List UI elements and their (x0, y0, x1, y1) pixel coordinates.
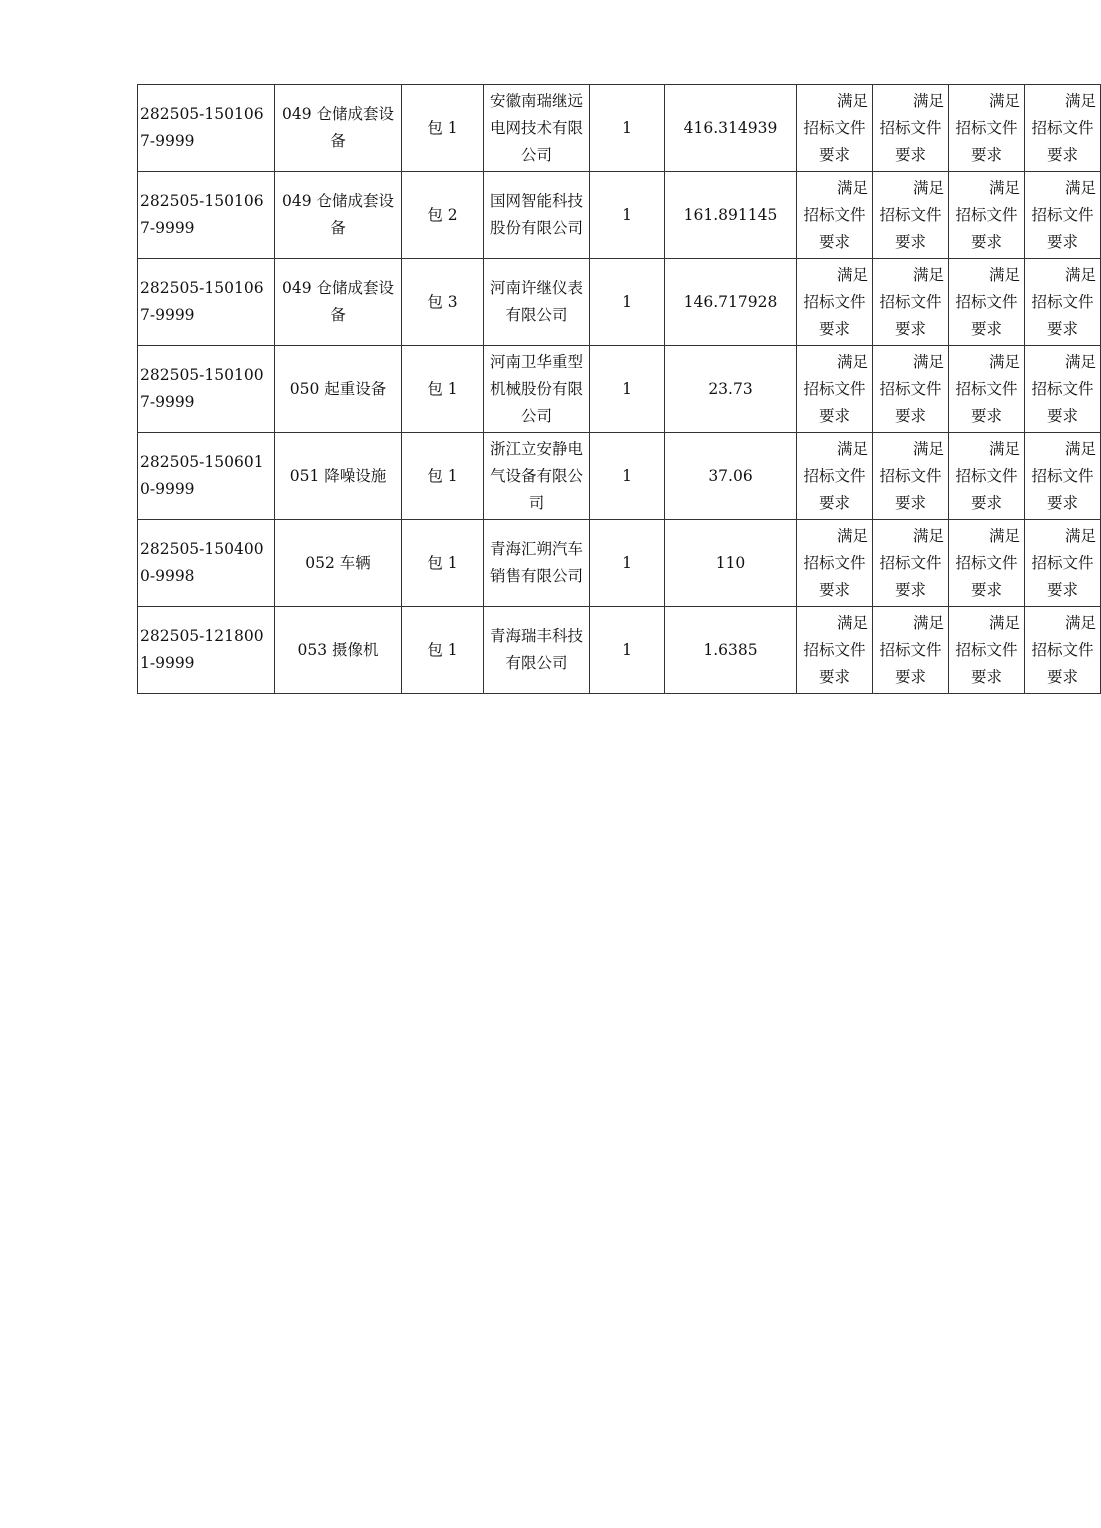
evaluation-cell (797, 346, 873, 433)
evaluation-line2: 招标文件 (955, 118, 1018, 137)
package-cell: 包 1 (402, 433, 484, 520)
evaluation-line1: 满足 (1064, 439, 1096, 458)
evaluation-line2: 招标文件 (1031, 292, 1094, 311)
evaluation-line3: 要求 (894, 145, 926, 164)
evaluation-line3: 要求 (1046, 319, 1078, 338)
evaluation-line3: 要求 (1046, 580, 1078, 599)
evaluation-line1: 满足 (988, 265, 1020, 284)
goods-name-cell: 053 摄像机 (275, 607, 402, 694)
bid-code-cell: 282505-1504000-9998 (138, 520, 275, 607)
evaluation-line1: 满足 (988, 439, 1020, 458)
package-cell: 包 1 (402, 85, 484, 172)
bid-code-cell: 282505-1501007-9999 (138, 346, 275, 433)
evaluation-line2: 招标文件 (955, 379, 1018, 398)
evaluation-line1: 满足 (912, 613, 944, 632)
evaluation-line1: 满足 (912, 265, 944, 284)
evaluation-line3: 要求 (894, 493, 926, 512)
table-row (138, 172, 1101, 259)
goods-name-cell: 049 仓储成套设备 (275, 85, 402, 172)
evaluation-line2: 招标文件 (879, 118, 942, 137)
company-cell: 国网智能科技股份有限公司 (484, 172, 590, 259)
evaluation-line3: 要求 (1046, 667, 1078, 686)
quantity-cell: 1 (590, 259, 665, 346)
evaluation-line3: 要求 (970, 406, 1002, 425)
evaluation-cell (797, 259, 873, 346)
evaluation-line1: 满足 (836, 613, 868, 632)
price-cell: 146.717928 (665, 259, 797, 346)
evaluation-cell (949, 607, 1025, 694)
evaluation-line3: 要求 (894, 580, 926, 599)
price-cell: 23.73 (665, 346, 797, 433)
company-cell: 河南卫华重型机械股份有限公司 (484, 346, 590, 433)
evaluation-line3: 要求 (894, 232, 926, 251)
evaluation-line3: 要求 (818, 232, 850, 251)
evaluation-cell (797, 607, 873, 694)
price-cell: 1.6385 (665, 607, 797, 694)
quantity-cell: 1 (590, 433, 665, 520)
evaluation-cell (1025, 85, 1101, 172)
evaluation-line2: 招标文件 (879, 205, 942, 224)
evaluation-line3: 要求 (1046, 493, 1078, 512)
goods-name-cell: 052 车辆 (275, 520, 402, 607)
evaluation-line3: 要求 (1046, 406, 1078, 425)
package-cell: 包 1 (402, 607, 484, 694)
evaluation-line1: 满足 (912, 178, 944, 197)
package-cell: 包 1 (402, 346, 484, 433)
evaluation-cell (873, 259, 949, 346)
bid-code-cell: 282505-1501067-9999 (138, 85, 275, 172)
evaluation-line1: 满足 (836, 265, 868, 284)
evaluation-cell (797, 520, 873, 607)
evaluation-line1: 满足 (1064, 178, 1096, 197)
evaluation-cell (873, 520, 949, 607)
evaluation-line3: 要求 (818, 406, 850, 425)
bid-code-cell: 282505-1501067-9999 (138, 172, 275, 259)
quantity-cell: 1 (590, 172, 665, 259)
bid-result-table (137, 84, 1101, 694)
evaluation-line3: 要求 (970, 493, 1002, 512)
quantity-cell: 1 (590, 85, 665, 172)
goods-name-cell: 049 仓储成套设备 (275, 172, 402, 259)
evaluation-line3: 要求 (1046, 232, 1078, 251)
evaluation-line1: 满足 (1064, 526, 1096, 545)
evaluation-line2: 招标文件 (879, 640, 942, 659)
bid-code-cell: 282505-1501067-9999 (138, 259, 275, 346)
evaluation-cell (949, 172, 1025, 259)
evaluation-cell (797, 85, 873, 172)
evaluation-line1: 满足 (836, 91, 868, 110)
table-row (138, 346, 1101, 433)
package-cell: 包 1 (402, 520, 484, 607)
evaluation-line1: 满足 (912, 526, 944, 545)
evaluation-line3: 要求 (894, 667, 926, 686)
evaluation-line1: 满足 (912, 352, 944, 371)
evaluation-line3: 要求 (970, 580, 1002, 599)
evaluation-line3: 要求 (1046, 145, 1078, 164)
evaluation-cell (949, 520, 1025, 607)
evaluation-cell (1025, 172, 1101, 259)
evaluation-line1: 满足 (1064, 91, 1096, 110)
quantity-cell: 1 (590, 346, 665, 433)
evaluation-line3: 要求 (818, 319, 850, 338)
evaluation-cell (1025, 433, 1101, 520)
evaluation-cell (1025, 607, 1101, 694)
evaluation-cell (949, 346, 1025, 433)
evaluation-cell (1025, 259, 1101, 346)
table-row (138, 607, 1101, 694)
evaluation-line1: 满足 (1064, 613, 1096, 632)
evaluation-line1: 满足 (1064, 265, 1096, 284)
evaluation-cell (873, 85, 949, 172)
evaluation-cell (949, 259, 1025, 346)
evaluation-line2: 招标文件 (803, 553, 866, 572)
evaluation-line2: 招标文件 (955, 292, 1018, 311)
company-cell: 浙江立安静电气设备有限公司 (484, 433, 590, 520)
evaluation-line1: 满足 (836, 178, 868, 197)
evaluation-line2: 招标文件 (955, 553, 1018, 572)
table-row (138, 433, 1101, 520)
evaluation-line2: 招标文件 (879, 553, 942, 572)
company-cell: 青海汇朔汽车销售有限公司 (484, 520, 590, 607)
table-row (138, 259, 1101, 346)
evaluation-line3: 要求 (970, 667, 1002, 686)
evaluation-line2: 招标文件 (803, 466, 866, 485)
evaluation-line2: 招标文件 (803, 292, 866, 311)
evaluation-line1: 满足 (988, 526, 1020, 545)
goods-name-cell: 051 降噪设施 (275, 433, 402, 520)
quantity-cell: 1 (590, 520, 665, 607)
evaluation-line2: 招标文件 (1031, 466, 1094, 485)
evaluation-cell (873, 607, 949, 694)
evaluation-line1: 满足 (988, 352, 1020, 371)
evaluation-line2: 招标文件 (955, 205, 1018, 224)
price-cell: 37.06 (665, 433, 797, 520)
evaluation-line1: 满足 (836, 439, 868, 458)
evaluation-line2: 招标文件 (1031, 118, 1094, 137)
evaluation-cell (797, 172, 873, 259)
evaluation-cell (949, 433, 1025, 520)
evaluation-line2: 招标文件 (955, 466, 1018, 485)
evaluation-cell (1025, 346, 1101, 433)
goods-name-cell: 049 仓储成套设备 (275, 259, 402, 346)
table-row (138, 85, 1101, 172)
evaluation-line1: 满足 (988, 178, 1020, 197)
evaluation-line2: 招标文件 (803, 379, 866, 398)
evaluation-cell (873, 433, 949, 520)
company-cell: 青海瑞丰科技有限公司 (484, 607, 590, 694)
evaluation-line3: 要求 (818, 493, 850, 512)
package-cell: 包 3 (402, 259, 484, 346)
evaluation-line2: 招标文件 (1031, 205, 1094, 224)
evaluation-line2: 招标文件 (803, 118, 866, 137)
evaluation-line3: 要求 (818, 667, 850, 686)
price-cell: 110 (665, 520, 797, 607)
evaluation-cell (873, 346, 949, 433)
evaluation-line3: 要求 (818, 145, 850, 164)
table-body (138, 85, 1101, 694)
evaluation-line3: 要求 (970, 145, 1002, 164)
evaluation-line3: 要求 (894, 319, 926, 338)
price-cell: 161.891145 (665, 172, 797, 259)
evaluation-line1: 满足 (836, 352, 868, 371)
evaluation-line2: 招标文件 (879, 292, 942, 311)
table-row (138, 520, 1101, 607)
evaluation-line1: 满足 (1064, 352, 1096, 371)
bid-code-cell: 282505-1218001-9999 (138, 607, 275, 694)
evaluation-cell (949, 85, 1025, 172)
evaluation-line2: 招标文件 (1031, 640, 1094, 659)
company-cell: 安徽南瑞继远电网技术有限公司 (484, 85, 590, 172)
evaluation-line3: 要求 (818, 580, 850, 599)
evaluation-line3: 要求 (894, 406, 926, 425)
evaluation-line1: 满足 (988, 91, 1020, 110)
evaluation-line1: 满足 (836, 526, 868, 545)
evaluation-line2: 招标文件 (803, 205, 866, 224)
evaluation-cell (1025, 520, 1101, 607)
package-cell: 包 2 (402, 172, 484, 259)
evaluation-line1: 满足 (912, 91, 944, 110)
evaluation-cell (873, 172, 949, 259)
evaluation-line3: 要求 (970, 232, 1002, 251)
evaluation-line2: 招标文件 (879, 466, 942, 485)
evaluation-line2: 招标文件 (1031, 553, 1094, 572)
bid-code-cell: 282505-1506010-9999 (138, 433, 275, 520)
evaluation-line1: 满足 (988, 613, 1020, 632)
evaluation-line3: 要求 (970, 319, 1002, 338)
evaluation-cell (797, 433, 873, 520)
company-cell: 河南许继仪表有限公司 (484, 259, 590, 346)
evaluation-line1: 满足 (912, 439, 944, 458)
price-cell: 416.314939 (665, 85, 797, 172)
quantity-cell: 1 (590, 607, 665, 694)
evaluation-line2: 招标文件 (955, 640, 1018, 659)
evaluation-line2: 招标文件 (803, 640, 866, 659)
evaluation-line2: 招标文件 (879, 379, 942, 398)
evaluation-line2: 招标文件 (1031, 379, 1094, 398)
goods-name-cell: 050 起重设备 (275, 346, 402, 433)
